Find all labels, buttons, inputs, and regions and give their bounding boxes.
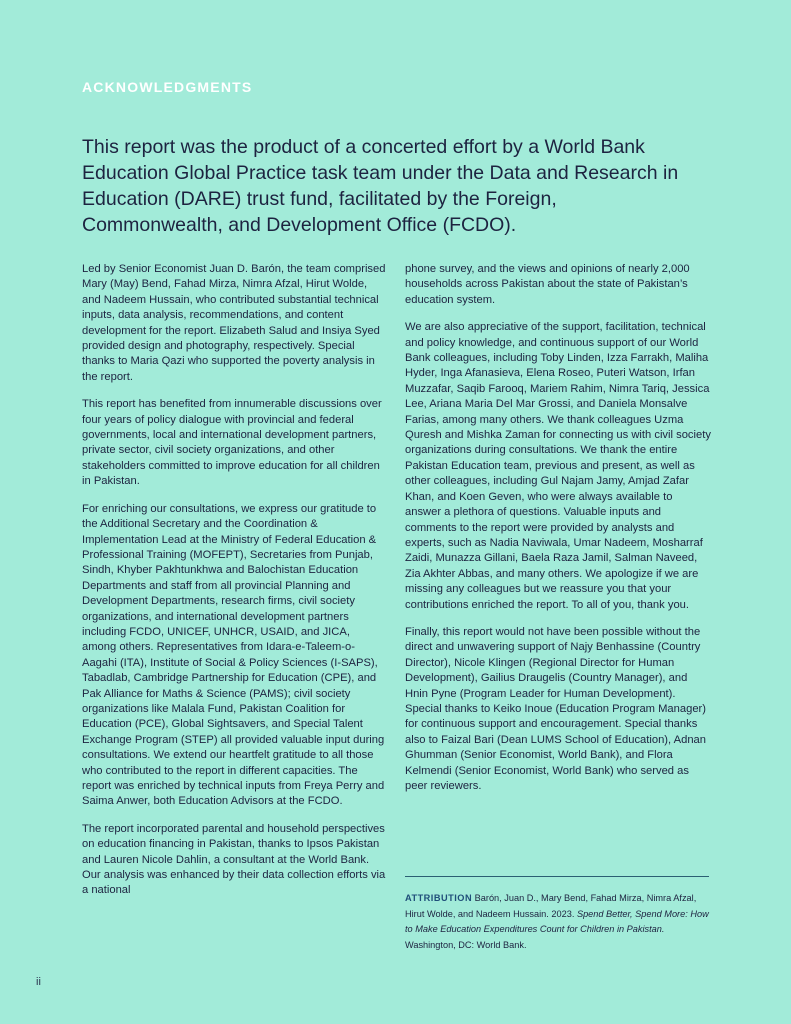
paragraph-consultations: For enriching our consultations, we express our gratitude to the Additional Secretary and the Coordination & Implementation Lead at the Ministry of Federal Education & Professional Training (MOFEPT), Secretaries from Punjab, Sindh, Khyber Pakhtunkhwa and Balochistan Education Departments and staff from all provincial Planning and Development Departments, research firms, civil society organizations, and international development partners including FCDO, UNICEF, UNHCR, USAID, and JICA, among others. Representatives from Idara-e-Taleem-o-Aagahi (ITA), Institute of Social & Policy Sciences (I-SAPS), Tabadlab, Cambridge Partnership for Education (CPE), and Pak Alliance for Maths & Science (PAMS); civil society organizations like Malala Fund, Pakistan Coalition for Education (PCE), Global Sightsavers, and Special Talent Exchange Program (STEP) all provided valuable input during consultations. We extend our heartfelt gratitude to all those who contributed to the report in different capacities. The report was enriched by technical inputs from Freya Perry and Saima Anwer, both Education Advisors at the FCDO. [82,502,385,808]
paragraph-team: Led by Senior Economist Juan D. Barón, the team comprised Mary (May) Bend, Fahad Mirza, Nimra Afzal, Hirut Wolde, and Nadeem Hussain, who contributed substantial technical inputs, data analysis, recommendations, and content development for the report. Elizabeth Salud and Insiya Syed provided design and photography, respectively. Special thanks to Maria Qazi who supported the poverty analysis in the report. [82,263,386,383]
section-heading: ACKNOWLEDGMENTS [82,79,253,95]
paragraph-policy-dialogue: This report has benefited from innumerable discussions over four years of policy dialogue with provincial and federal governments, local and international development partners, private sector, civil society organizations, and other stakeholders committed to improve education for all children in Pakistan. [82,398,382,488]
intro-statement: This report was the product of a concerted effort by a World Bank Education Global Practice task team under the Data and Research in Education (DARE) trust fund, facilitated by the Foreign, Commonwealth, and Development Office (FCDO). [82,136,679,236]
attribution-divider [405,876,709,877]
paragraph-phone-survey: phone survey, and the views and opinions of nearly 2,000 households across Pakistan about the state of Pakistan’s education system. [405,263,690,306]
page-number: ii [36,976,41,988]
paragraph-household-perspectives: The report incorporated parental and household perspectives on education financing in Pakistan, thanks to Ipsos Pakistan and Lauren Nicole Dahlin, a consultant at the World Bank. Our analysis was enhanced by their data collection efforts via a national [82,822,386,897]
paragraph-colleagues: We are also appreciative of the support, facilitation, technical and policy knowledge, and continuous support of our World Bank colleagues, including Toby Linden, Izza Farrakh, Maliha Hyder, Inga Afanasieva, Elena Roseo, Puteri Watson, Irfan Muzzafar, Saqib Farooq, Mariem Rahim, Nimra Tariq, Jessica Lee, Ariana Maria Del Mar Grossi, and Daniela Monsalve Farias, among many others. We thank colleagues Uzma Quresh and Mishka Zaman for connecting us with civil society organizations during consultations. We thank the entire Pakistan Education team, previous and present, as well as other colleagues, including Gul Najam Jamy, Amjad Zafar Khan, and Koen Geven, who were always available to answer a plethora of questions. Valuable inputs and comments to the report were provided by analysts and experts, such as Nadia Naviwala, Umar Nadeem, Mosharraf Zaidi, Munazza Gillani, Baela Raza Jamil, Salman Naveed, Zia Akhter Abbas, and many others. We apologize if we are missing any colleagues but we reassure you that your contributions enriched the report. To all of you, thank you. [405,321,711,611]
attribution-authors: Barón, Juan D., Mary Bend, Fahad Mirza, Nimra Afzal, Hirut Wolde, and Nadeem Hussain. 2023. [405,893,697,919]
left-column [82,262,386,911]
attribution-block [405,891,711,953]
attribution-title: Spend Better, Spend More: How to Make Education Expenditures Count for Children in Pakistan. [405,908,709,934]
attribution-publisher: Washington, DC: World Bank. [405,939,527,950]
attribution-label: ATTRIBUTION [405,893,473,903]
paragraph-peer-reviewers: Finally, this report would not have been possible without the direct and unwavering support of Najy Benhassine (Country Director), Nicole Klingen (Regional Director for Human Development), Gailius Draugelis (Country Manager), and Hnin Pyne (Program Leader for Human Development). Special thanks to Keiko Inoue (Education Program Manager) for continuous support and encouragement. Special thanks also to Faizal Bari (Dean LUMS School of Education), Adnan Ghumman (Senior Economist, World Bank), and Flora Kelmendi (Senior Economist, World Bank) who served as peer reviewers. [405,625,706,792]
right-column [405,262,711,806]
